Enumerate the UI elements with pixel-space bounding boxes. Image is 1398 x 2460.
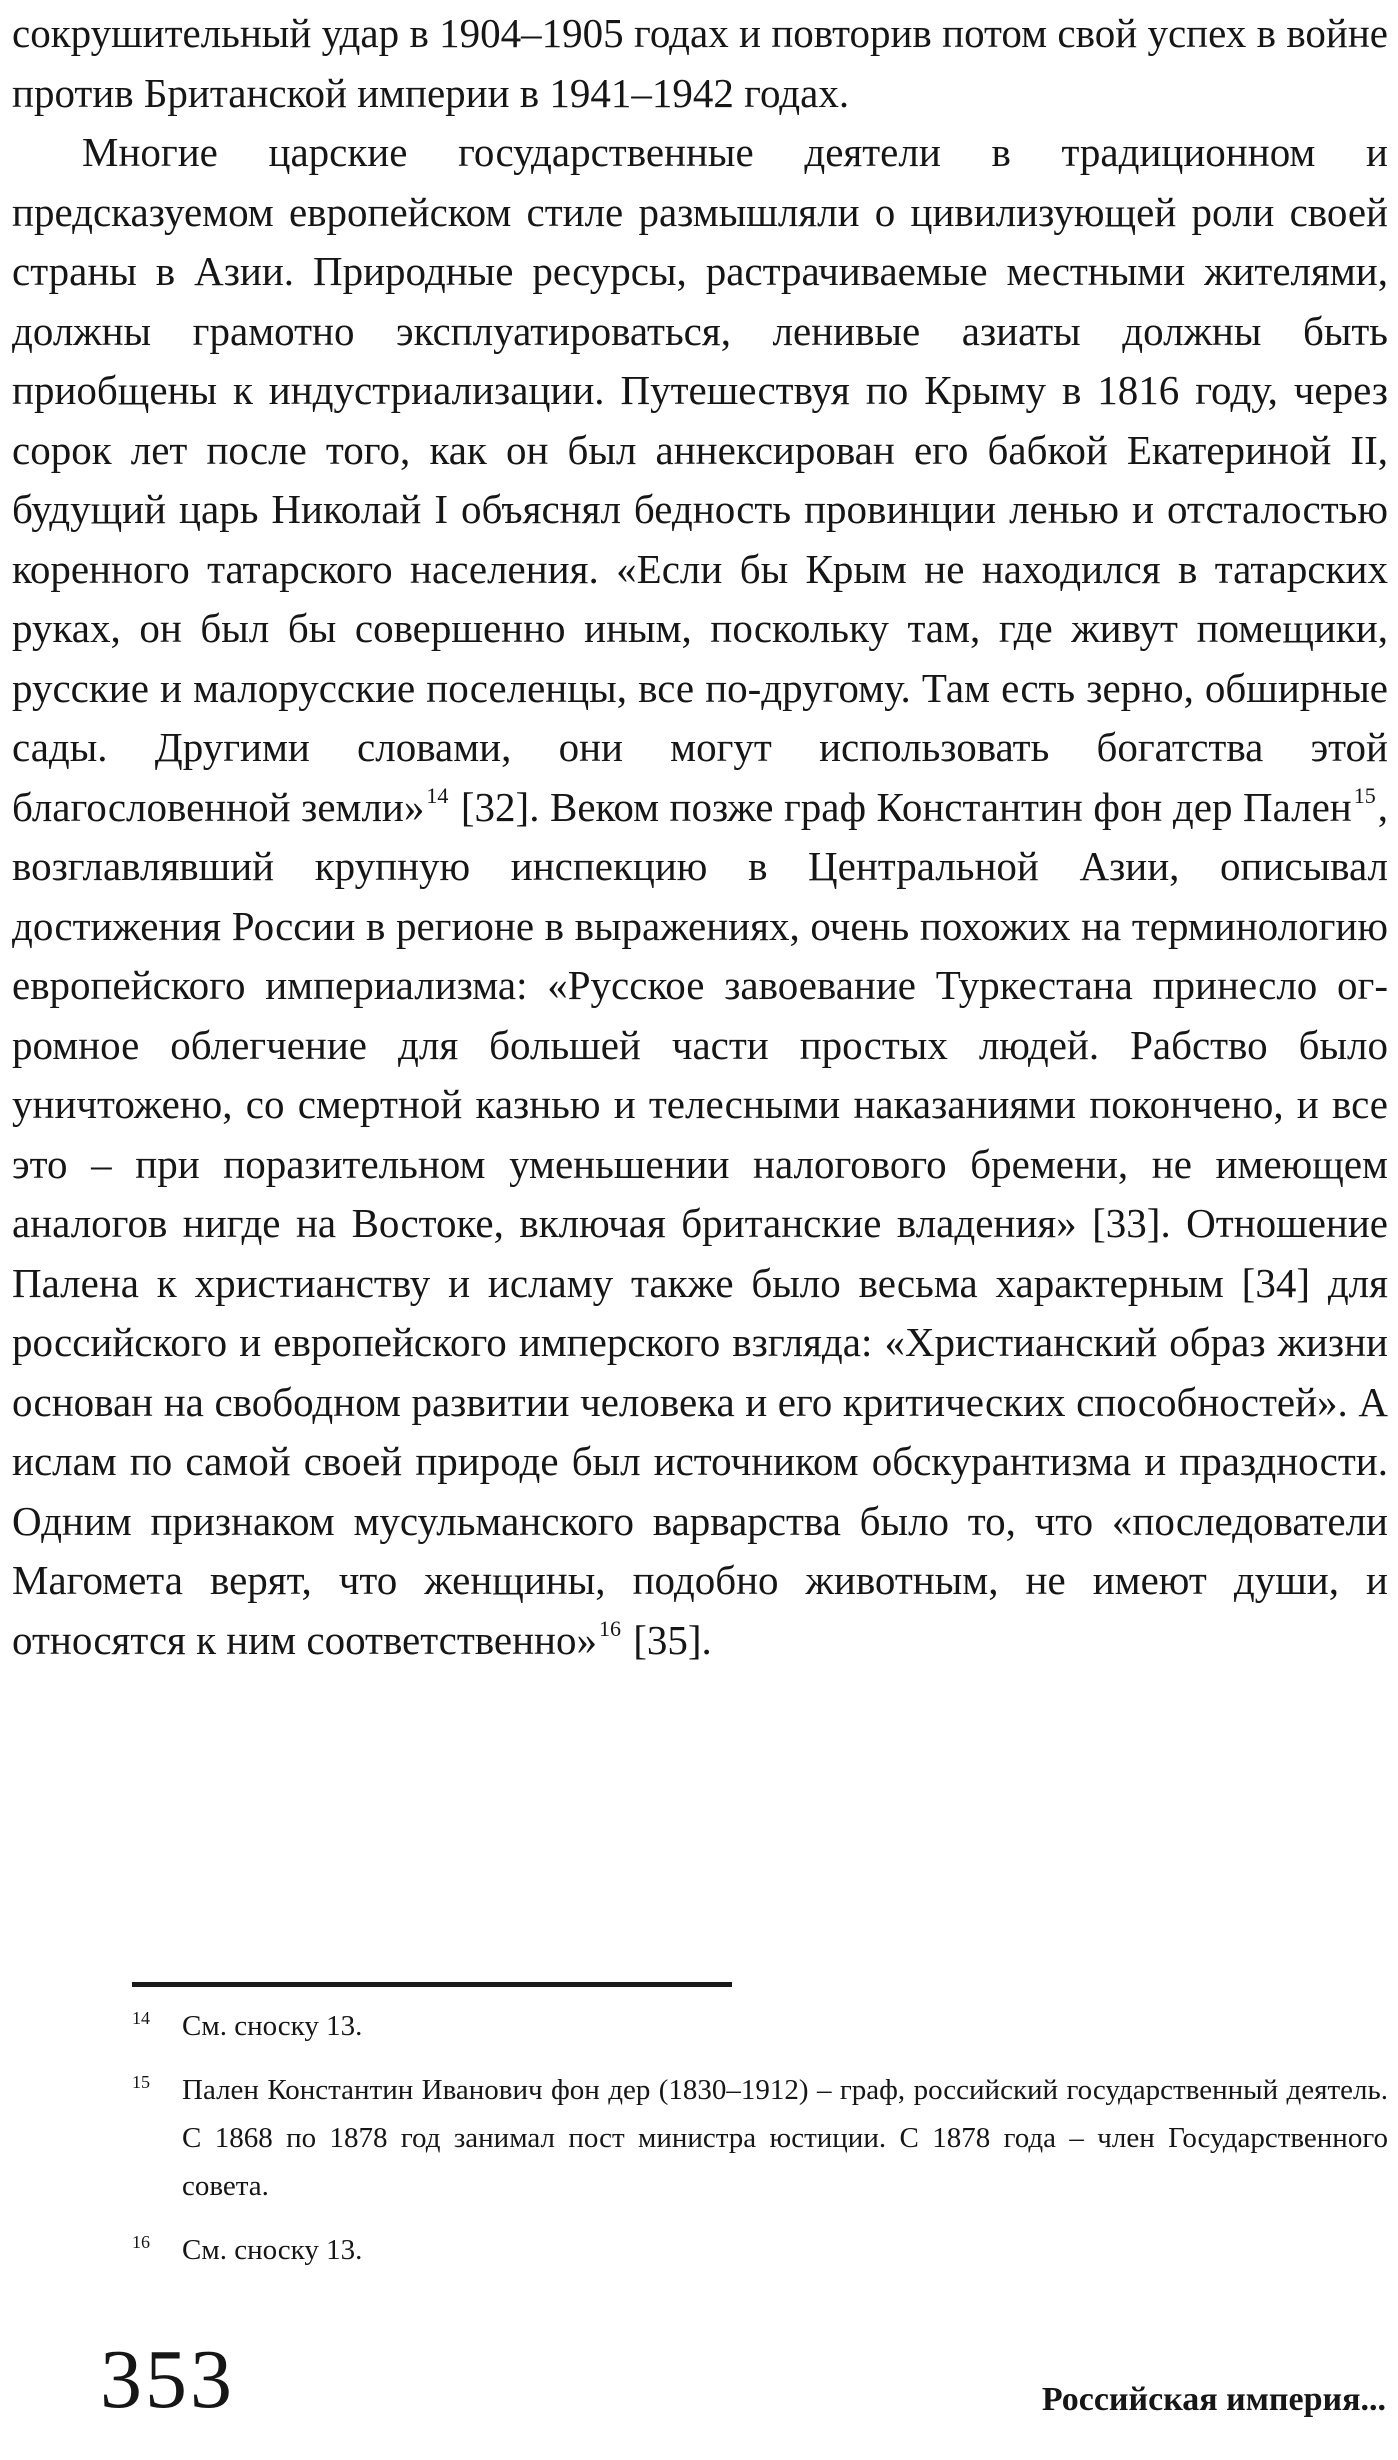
footnote-16: [132, 2226, 1388, 2274]
footnote-ref-16[interactable]: 16: [599, 1615, 621, 1641]
footnote-number: 14: [132, 2008, 150, 2028]
running-title: Российская империя...: [1041, 2381, 1386, 2418]
page-number: 353: [100, 2333, 235, 2426]
paragraph-continuation: сокрушительный удар в 1904–1905 годах и повторив потом свой успех в войне против Британской империи в 1941–1942 годах.: [12, 10, 1388, 116]
footnote-number: 15: [132, 2072, 150, 2092]
body-text: [12, 4, 1388, 1670]
footnote-14: [132, 2002, 1388, 2050]
footnote-separator: [132, 1982, 732, 1987]
footnote-text: См. сноску 13.: [182, 2010, 363, 2042]
footnote-ref-14[interactable]: 14: [426, 782, 449, 808]
footnotes: [132, 2002, 1388, 2290]
paragraph-tsarist-statesmen: Многие царские государственные деятели в традиционном и предсказуемом европейском стиле размышляли о цивилизующей роли своей страны в Азии. Природные ресурсы, растрачиваемые местными жителями, должны грамотно эксплуатироваться, ленивые азиаты должны быть приобщены к индустриализации. Путешествуя по Крыму в 1816 году, через сорок лет после того, как он был аннексирован его бабкой Екатериной II, будущий царь Николай I объяснял бедность провинции ленью и отсталостью коренного татарского населения. «Если бы Крым не находился в татарских руках, он был бы совершенно иным, поскольку там, где живут помещики, русские и малорусские поселенцы, все по-другому. Там есть зерно, обширные сады. Другими словами, они могут использовать богатства этой благословенной земли»$^{14}$ [32]. Веком позже граф Константин фон дер Пален$^{15}$, возглавлявший крупную инспекцию в Центральной Азии, описывал достижения России в регионе в выражениях, очень похожих на терминологию европейского империализма: «Русское завоевание Туркестана принесло огромное облегчение для большей части простых людей. Рабство было уничтожено, со смертной казнью и телесными наказаниями покончено, и все это – при поразительном уменьшении налогового бремени, не имеющем аналогов нигде на Востоке, включая британские владения» [33]. Отношение Палена к христианству и исламу также было весьма характерным [34] для российского и европейского имперского взгляда: «Христианский образ жизни основан на свободном развитии человека и его критических способностей». А ислам по самой своей природе был источником обскурантизма и праздности. Одним признаком мусульманского варварства было то, что «последователи Магомета верят, что женщины, подобно животным, не имеют души, и относятся к ним соответственно»$^{16}$ [35].: [12, 129, 1388, 1663]
footnote-text: См. сноску 13.: [182, 2234, 363, 2266]
footnote-15: [132, 2066, 1388, 2210]
footnote-number: 16: [132, 2232, 150, 2252]
footnote-text: Пален Константин Иванович фон дер (1830–1912) – граф, российский государственный деятель. С 1868 по 1878 год занимал пост министра юстиции. С 1878 года – член Государственного совета.: [182, 2074, 1388, 2202]
footnote-ref-15[interactable]: 15: [1353, 782, 1376, 808]
